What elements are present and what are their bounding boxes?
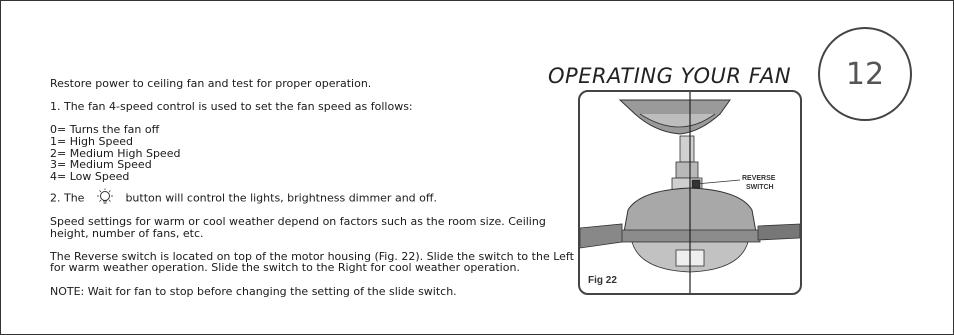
figure-label: Fig 22 xyxy=(588,275,617,286)
step-2-suffix: button will control the lights, brightness dimmer and off. xyxy=(125,191,437,205)
step-2-prefix: 2. The xyxy=(50,191,85,205)
reverse-switch-callout xyxy=(742,174,775,192)
step-2-text xyxy=(50,188,580,209)
step-1-text: 1. The fan 4-speed control is used to set the fan speed as follows: xyxy=(50,100,413,114)
light-bulb-icon xyxy=(92,188,118,209)
page-number-badge xyxy=(818,27,912,121)
speed-list xyxy=(50,124,580,182)
speed-item: 2= Medium High Speed xyxy=(50,146,181,160)
speed-item: 1= High Speed xyxy=(50,134,133,148)
instructions-body xyxy=(50,78,580,297)
intro-text: Restore power to ceiling fan and test for proper operation. xyxy=(50,77,372,90)
speed-item: 3= Medium Speed xyxy=(50,158,152,172)
reverse-switch-text: The Reverse switch is located on top of the motor housing (Fig. 22). Slide the switch to the Left for warm weather operation. Slide the switch to the Right for cool weather operation. xyxy=(50,249,574,275)
callout-line-1: REVERSE xyxy=(742,175,776,182)
fan-figure xyxy=(578,90,802,295)
fan-motor-illustration xyxy=(580,92,800,293)
speed-item: 4= Low Speed xyxy=(50,169,130,183)
section-title: OPERATING YOUR FAN xyxy=(548,64,792,88)
speed-settings-text: Speed settings for warm or cool weather depend on factors such as the room size. Ceiling height, number of fans, etc. xyxy=(50,214,546,240)
note-text: NOTE: Wait for fan to stop before changing the setting of the slide switch. xyxy=(50,284,457,298)
speed-item: 0= Turns the fan off xyxy=(50,123,160,137)
page-number: 12 xyxy=(845,56,885,92)
callout-line-2: SWITCH xyxy=(746,184,774,191)
